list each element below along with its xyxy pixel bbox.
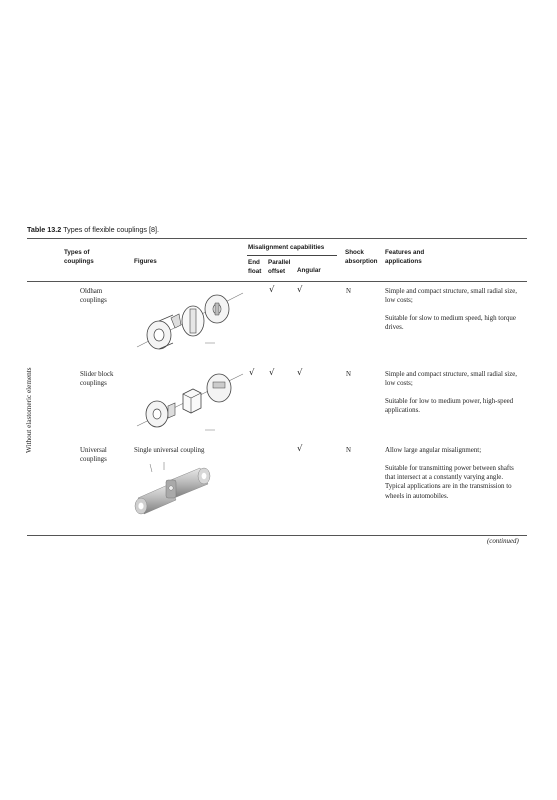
header-parallel-offset: Parallel offset xyxy=(268,259,291,275)
header-shock: Shock absorption xyxy=(345,249,378,265)
row-slider-angular: √ xyxy=(297,368,303,378)
header-misalignment: Misalignment capabilities xyxy=(248,244,325,251)
universal-coupling-figure xyxy=(130,458,212,524)
table-header-rule xyxy=(27,281,527,282)
table-caption-text: Types of flexible couplings [8]. xyxy=(63,225,159,234)
slider-block-coupling-figure xyxy=(135,368,245,438)
row-universal-shock: N xyxy=(346,447,351,454)
oldham-coupling-figure xyxy=(135,285,245,360)
row-oldham-feature-1: Simple and compact structure, small radial size, low costs; xyxy=(385,288,518,305)
row-universal-angular: √ xyxy=(297,444,303,454)
row-slider-feature-2: Suitable for low to medium power, high-speed applications. xyxy=(385,398,514,415)
row-oldham-type: Oldham couplings xyxy=(80,288,107,305)
row-oldham-shock: N xyxy=(346,288,351,295)
row-slider-type: Slider block couplings xyxy=(80,371,114,388)
row-slider-feature-1: Simple and compact structure, small radial size, low costs; xyxy=(385,371,518,388)
table-top-rule xyxy=(27,238,527,239)
row-universal-feature-1: Allow large angular misalignment; xyxy=(385,447,482,454)
table-bottom-rule xyxy=(27,535,527,536)
header-angular: Angular xyxy=(297,267,321,274)
table-caption xyxy=(27,225,159,234)
continued-note: (continued) xyxy=(487,538,519,545)
header-types: Types of couplings xyxy=(64,249,94,265)
row-oldham-feature-2: Suitable for slow to medium speed, high torque drives. xyxy=(385,315,516,332)
header-features: Features and applications xyxy=(385,249,425,265)
row-slider-parallel: √ xyxy=(269,368,275,378)
row-slider-end-float: √ xyxy=(249,368,255,378)
row-universal-type: Universal couplings xyxy=(80,447,107,464)
row-universal-feature-2: Suitable for transmitting power between shafts that intersect at a constantly varying angle. Typical applications are in the transmission to wheels in automobiles. xyxy=(385,465,514,500)
header-end-float: End float xyxy=(248,259,262,275)
row-oldham-parallel: √ xyxy=(269,285,275,295)
group-label: Without elastomeric elements xyxy=(25,367,33,453)
row-universal-figure-caption: Single universal coupling xyxy=(134,447,205,454)
row-oldham-angular: √ xyxy=(297,285,303,295)
misalignment-underline xyxy=(247,255,337,256)
header-figures: Figures xyxy=(134,258,157,265)
table-caption-label: Table 13.2 xyxy=(27,225,62,234)
row-slider-shock: N xyxy=(346,371,351,378)
